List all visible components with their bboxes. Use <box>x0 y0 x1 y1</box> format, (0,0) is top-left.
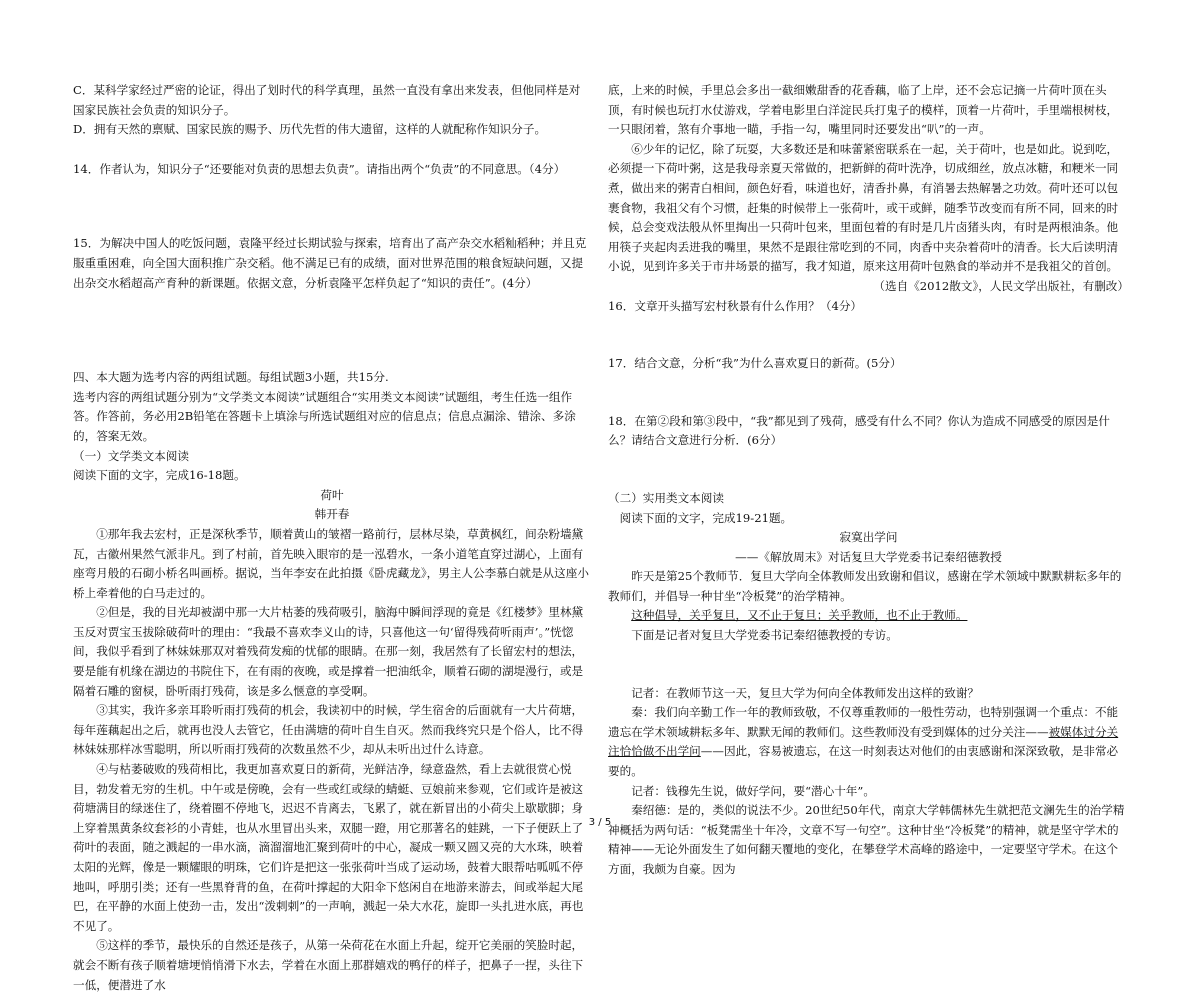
essay-source: （选自《2012散文》，人民文学出版社，有删改） <box>873 278 1129 293</box>
article-paragraph-2-text: 这种倡导，关乎复旦，又不止于复旦；关乎教师，也不止于教师。 <box>631 608 968 623</box>
essay-title: 荷叶 <box>320 487 344 502</box>
left-column <box>73 81 591 995</box>
article-subtitle: ——《解放周末》对话复旦大学党委书记秦绍德教授 <box>735 549 1002 564</box>
essay-paragraph-2: ②但是，我的目光却被湖中那一大片枯萎的残荷吸引，脑海中瞬间浮现的竟是《红楼梦》里林黛玉反对贾宝玉拔除破荷叶的理由：“我最不喜欢李义山的诗，只喜他这一句‘留得残荷听雨声’。”恍惚间，我似乎看到了林妹妹那双对着残荷发痴的忧郁的眼睛。在那一刻，我居然有了长留宏村的想法，要是能有机缘在湖边的书院住下，在有雨的夜晚，或是撑着一把油纸伞，顺着石砌的湖堤漫行，或是隔着石雕的窗棂，卧听雨打残荷，该是多么惬意的享受啊。 <box>73 605 584 698</box>
essay-paragraph-3: ③其实，我许多亲耳聆听雨打残荷的机会，我读初中的时候，学生宿舍的后面就有一大片荷塘，每年莲藕起出之后，就再也没人去管它，任由满塘的荷叶自生自灭。然而我终究只是个俗人，比不得林妹妹那样冰雪聪明，所以听雨打残荷的次数虽然不少，却从未听出过什么诗意。 <box>73 703 584 757</box>
option-d: D．拥有天然的禀赋、国家民族的赐予、历代先哲的伟大遗留，这样的人就配称作知识分子。 <box>73 122 547 137</box>
essay-paragraph-6: ⑥少年的记忆，除了玩耍，大多数还是和味蕾紧密联系在一起，关于荷叶，也是如此。说到吃，必须提一下荷叶粥，这是我母亲夏天常做的，把新鲜的荷叶洗净，切成细丝，放点冰糖，和粳米一同煮，做出来的粥青白相间，颜色好看，味道也好，清香扑鼻，有消暑去热解暑之功效。荷叶还可以包裹食物，我祖父有个习惯，赶集的时候带上一张荷叶，或干或鲜，随季节改变而有所不同，回来的时候，总会变戏法般从怀里掏出一只荷叶包来，里面包着的有时是几片卤猪头肉，有时是两根油条。他用筷子夹起肉丢进我的嘴里，果然不是跟往常吃到的不同，肉香中夹杂着荷叶的清香。长大后读明清小说，见到许多关于市井场景的描写，我才知道，原来这用荷叶包熟食的举动并不是我祖父的首创。 <box>608 141 1119 274</box>
essay-paragraph-1: ①那年我去宏村，正是深秋季节，顺着黄山的皱褶一路前行，层林尽染，草黄枫红，间杂粉墙黛瓦，古徽州果然气派非凡。到了村前，首先映入眼帘的是一泓碧水，一条小道笔直穿过湖心，上面有座弯月般的石砌小桥名叫画桥。据说，当年李安在此拍摄《卧虎藏龙》，男主人公李慕白就是从这座小桥上牵着他的白马走过的。 <box>73 526 589 600</box>
page-number: 3 / 5 <box>588 817 612 828</box>
qa-answer-1-part-a: 秦：我们向辛勤工作一年的教师致敬，不仅尊重教师的一般性劳动，也特别强调一个重点：不能遗忘在学术领域耕耘多年、默默无闻的教师们。这些教师没有受到媒体的过分关注—— <box>608 705 1119 739</box>
qa-answer-1 <box>608 703 1129 781</box>
article-paragraph-1: 昨天是第25个教师节．复旦大学向全体教师发出致谢和倡议，感谢在学术领域中默默耕耘多年的教师们，并倡导一种甘坐“冷板凳”的治学精神。 <box>608 569 1122 603</box>
option-c: C．某科学家经过严密的论证，得出了划时代的科学真理，虽然一直没有拿出来发表，但他同样是对国家民族社会负责的知识分子。 <box>73 83 581 117</box>
section-instructions: 选考内容的两组试题分别为“文学类文本阅读”试题组合“实用类文本阅读”试题组，考生任选一组作答。作答前，务必用2B铅笔在答题卡上填涂与所选试题组对应的信息点；信息点漏涂、错涂、多涂的，答案无效。 <box>73 389 576 443</box>
essay-paragraph-5-continued: 底，上来的时候，手里总会多出一截细嫩甜香的花香藕，临了上岸，还不会忘记摘一片荷叶顶在头顶，有时候也玩打水仗游戏，学着电影里白洋淀民兵打鬼子的模样，顶着一片荷叶，手里端根树枝，一只眼闭着，煞有介事地一瞄，手指一勾，嘴里同时还要发出“叭”的一声。 <box>608 83 1119 137</box>
right-column <box>608 81 1129 880</box>
subsection-practical: （二）实用类文本阅读 <box>608 490 724 505</box>
question-15: 15．为解决中国人的吃饭问题，袁隆平经过长期试验与探索，培育出了高产杂交水稻籼稻种；并且克服重重困难，向全国大面积推广杂交稻。他不满足已有的成绩，面对世界范围的粮食短缺问题，又提出杂交水稻超高产育种的新课题。依据文意，分析袁隆平怎样负起了“知识的责任”。(4分） <box>73 236 587 290</box>
section-header: 四、本大题为选考内容的两组试题。每组试题3小题，共15分. <box>73 370 389 385</box>
subsection-literary: （一）文学类文本阅读 <box>73 448 189 463</box>
reading-instruction-b: 阅读下面的文字，完成19-21题。 <box>619 510 793 525</box>
question-18: 18．在第②段和第③段中，“我”都见到了残荷，感受有什么不同？你认为造成不同感受的原因是什么？请结合文意进行分析．(6分） <box>608 413 1110 448</box>
essay-paragraph-5: ⑤这样的季节，最快乐的自然还是孩子，从第一朵荷花在水面上升起，绽开它美丽的笑脸时起，就会不断有孩子顺着塘埂悄悄滑下水去，学着在水面上那群嬉戏的鸭仔的样子，把鼻子一捏，头往下一低，便潜进了水 <box>73 938 584 992</box>
reading-instruction-a: 阅读下面的文字，完成16-18题。 <box>73 468 246 483</box>
article-paragraph-3: 下面是记者对复旦大学党委书记秦绍德教授的专访。 <box>631 628 898 643</box>
essay-author: 韩开春 <box>314 507 350 522</box>
qa-answer-1-underlined: 被媒体过分关注恰恰做不出学问 <box>608 724 1119 759</box>
qa-journalist-2: 记者：钱穆先生说，做好学问，要“潜心十年”。 <box>631 783 875 798</box>
question-14: 14．作者认为，知识分子“还要能对负责的思想去负责”。请指出两个“负责”的不同意思。（4分） <box>73 161 566 176</box>
article-title: 寂寞出学问 <box>839 530 898 545</box>
qa-answer-2: 秦绍德：是的，类似的说法不少。20世纪50年代，南京大学韩儒林先生就把范文澜先生的治学精神概括为两句话：“板凳需坐十年冷，文章不写一句空”。这种甘坐“冷板凳”的精神，就是坚守学术的精神——无论外面发生了如何翻天覆地的变化，在攀登学术高峰的路途中，一定要坚守学术。在这个方面，我颇为自豪。因为 <box>608 803 1125 876</box>
qa-journalist-1: 记者：在教师节这一天，复旦大学为何向全体教师发出这样的致谢？ <box>631 685 980 700</box>
essay-paragraph-4: ④与枯萎破败的残荷相比，我更加喜欢夏日的新荷，光鲜洁净，绿意盎然，看上去就很赏心悦目，勃发着无穷的生机。中午或是傍晚，会有一些或红或绿的蜻蜓、豆娘前来参观，它们或许是被这荷塘满目的绿迷住了，绕着圈不停地飞，迟迟不肯离去，飞累了，就在新冒出的小荷尖上歇歇脚；身上穿着黑黄条纹套衫的小青蛙，也从水里冒出头来，双腿一蹬，用它那著名的蛙跳，一下子便跃上了荷叶的表面，随之溅起的一串水滴，滴溜溜地汇聚到荷叶的中心，凝成一颗又圆又亮的大水珠，映着太阳的光辉，像是一颗耀眼的明珠，它们许是把这一张张荷叶当成了运动场，鼓着大眼帮咕呱呱不停地叫，呼朋引类；还有一些黑脊背的鱼，在荷叶撑起的大阳伞下悠闲自在地游来游去，间或举起大尾巴，在平静的水面上使劲一击，发出“泼剌剌”的一声响，溅起一朵大水花，旋即一头扎进水底，再也不见了。 <box>73 762 584 933</box>
qa-answer-1-part-b: ——因此，容易被遗忘，在这一时刻表达对他们的由衷感谢和深深致敬，是非常必要的。 <box>608 744 1119 779</box>
question-16: 16．文章开头描写宏村秋景有什么作用？（4分） <box>608 298 863 313</box>
question-17: 17．结合文意，分析“我”为什么喜欢夏日的新荷。(5分） <box>608 356 902 371</box>
article-paragraph-2 <box>608 606 1129 626</box>
